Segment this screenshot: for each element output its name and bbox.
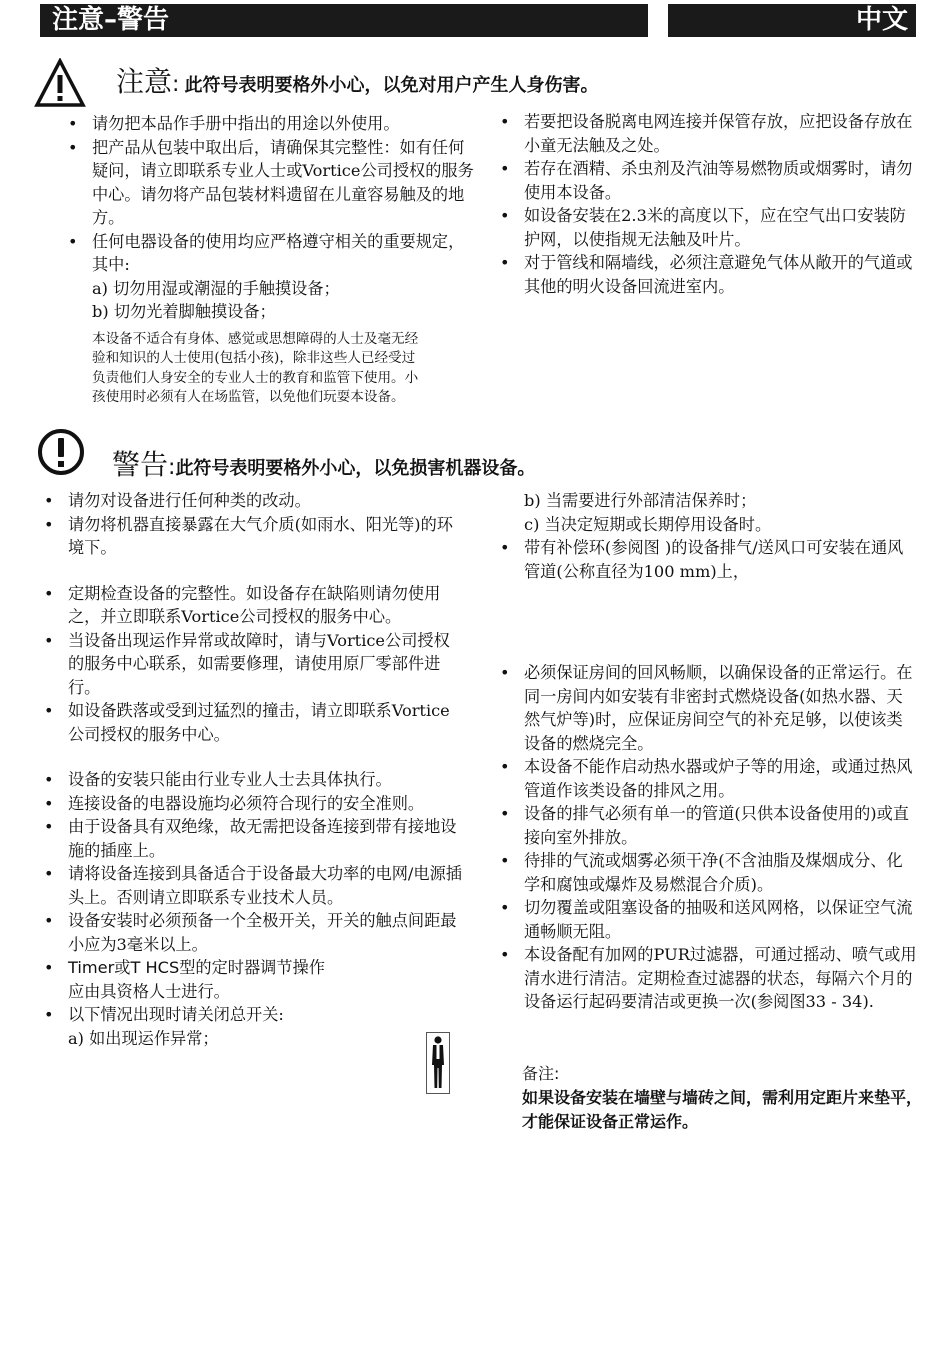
caution-right-column: [498, 110, 916, 298]
header-right-bar: [668, 4, 916, 37]
caution-item: • 请勿把本品作手册中指出的用途以外使用。: [66, 112, 480, 136]
caution-item: • 若存在酒精、杀虫剂及汽油等易燃物质或烟雾时，请勿使用本设备。: [498, 157, 916, 204]
warning-subitem: a) 如出现运作异常；: [68, 1028, 219, 1048]
warning-item: • 如设备跌落或受到过猛烈的撞击，请立即联系Vortice公司授权的服务中心。: [42, 699, 462, 746]
header-left-title: 注意–警告: [52, 5, 170, 35]
warning-item: • 设备的排气必须有单一的管道(只供本设备使用的)或直接向室外排放。: [498, 802, 918, 849]
header-left-bar: [40, 4, 648, 37]
warning-item: • 待排的气流或烟雾必须干净(不含油脂及煤烟成分、化学和腐蚀或爆炸及易燃混合介质)。: [498, 849, 918, 896]
caution-title: [116, 60, 599, 100]
warning-item: • 请勿将机器直接暴露在大气介质(如雨水、阳光等)的环境下。: [42, 513, 462, 560]
caution-subitem: b) 切勿光着脚触摸设备；: [92, 302, 276, 321]
warning-right-column-bottom: [498, 661, 918, 1014]
caution-item: • 任何电器设备的使用均应严格遵守相关的重要规定，其中:: [66, 230, 480, 277]
warning-item: • 当设备出现运作异常或故障时，请与Vortice公司授权的服务中心联系，如需要修理，请使用原厂零部件进行。: [42, 629, 462, 700]
warning-description: 此符号表明要格外小心，以免损害机器设备。: [175, 458, 536, 479]
note-body: 如果设备安装在墙壁与墙砖之间，需利用定距片来垫平，才能保证设备正常运作。: [522, 1088, 923, 1131]
caution-item: • 对于管线和隔墙线，必须注意避免气体从敞开的气道或其他的明火设备回流进室内。: [498, 251, 916, 298]
exclamation-circle-icon: [36, 427, 86, 477]
warning-item: • 由于设备具有双绝缘，故无需把设备连接到带有接地设施的插座上。: [42, 815, 462, 862]
warning-right-column-top: [498, 489, 918, 583]
warning-item: • 本设备不能作启动热水器或炉子等的用途，或通过热风管道作该类设备的排风之用。: [498, 755, 918, 802]
warning-item: • 设备的安装只能由行业专业人士去具体执行。: [42, 768, 462, 792]
warning-triangle-icon: [34, 58, 86, 108]
warning-item: • Timer或T HCS型的定时器调节操作应由具资格人士进行。: [42, 956, 330, 1003]
warning-item: • 设备安装时必须预备一个全极开关，开关的触点间距最小应为3毫米以上。: [42, 909, 462, 956]
warning-title: [112, 443, 535, 483]
warning-item: • 带有补偿环(参阅图 )的设备排气/送风口可安装在通风管道(公称直径为100 mm)上，: [498, 536, 918, 583]
caution-left-column: [66, 112, 480, 408]
caution-subitem: a) 切勿用湿或潮湿的手触摸设备；: [92, 278, 340, 298]
installer-person-icon: [426, 1032, 450, 1094]
warning-item: • 连接设备的电器设施均必须符合现行的安全准则。: [42, 792, 462, 816]
caution-item: • 如设备安装在2.3米的高度以下，应在空气出口安装防护网，以使指规无法触及叶片。: [498, 204, 916, 251]
note-block: [522, 1062, 922, 1134]
caution-item: • 若要把设备脱离电网连接并保管存放，应把设备存放在小童无法触及之处。: [498, 110, 916, 157]
warning-item: • 切勿覆盖或阻塞设备的抽吸和送风网格，以保证空气流通畅顺无阻。: [498, 896, 918, 943]
warning-item: • 本设备配有加网的PUR过滤器，可通过摇动、喷气或用清水进行清洁。定期检查过滤器的状态，每隔六个月的设备运行起码要清洁或更换一次(参阅图33 - 34).: [498, 943, 918, 1014]
warning-item: • 必须保证房间的回风畅顺，以确保设备的正常运行。在同一房间内如安装有非密封式燃烧设备(如热水器、天然气炉等)时，应保证房间空气的补充足够，以使该类设备的燃烧完全。: [498, 661, 918, 755]
caution-title-colon: :: [172, 72, 180, 97]
warning-subitem: b) 当需要进行外部清洁保养时；: [524, 491, 757, 510]
warning-subitem: c) 当决定短期或长期停用设备时。: [524, 514, 772, 534]
header-language-label: 中文: [855, 5, 908, 35]
warning-item: • 定期检查设备的完整性。如设备存在缺陷则请勿使用之，并立即联系Vortice公司授权的服务中心。: [42, 582, 462, 629]
warning-item: • 请将设备连接到具备适合于设备最大功率的电网/电源插头上。否则请立即联系专业技术人员。: [42, 862, 462, 909]
warning-title-colon: :: [168, 455, 176, 480]
note-title: 备注:: [522, 1064, 560, 1083]
caution-small-note: 本设备不适合有身体、感觉或思想障碍的人士及毫无经验和知识的人士使用(包括小孩)，除非这些人已经受过负责他们人身安全的专业人士的教育和监管下使用。小孩使用时必须有人在场监管，以免他们玩耍本设备。: [92, 330, 419, 405]
warning-left-column: [42, 489, 462, 1050]
warning-item: • 以下情况出现时请关闭总开关:: [42, 1003, 462, 1027]
warning-item: • 请勿对设备进行任何种类的改动。: [42, 489, 462, 513]
caution-item: • 把产品从包装中取出后，请确保其完整性：如有任何疑问，请立即联系专业人士或Vortice公司授权的服务中心。请勿将产品包装材料遗留在儿童容易触及的地方。: [66, 136, 480, 230]
warning-title-word: 警告: [112, 448, 169, 481]
caution-description: 此符号表明要格外小心，以免对用户产生人身伤害。: [184, 75, 599, 96]
caution-title-word: 注意: [116, 65, 173, 98]
